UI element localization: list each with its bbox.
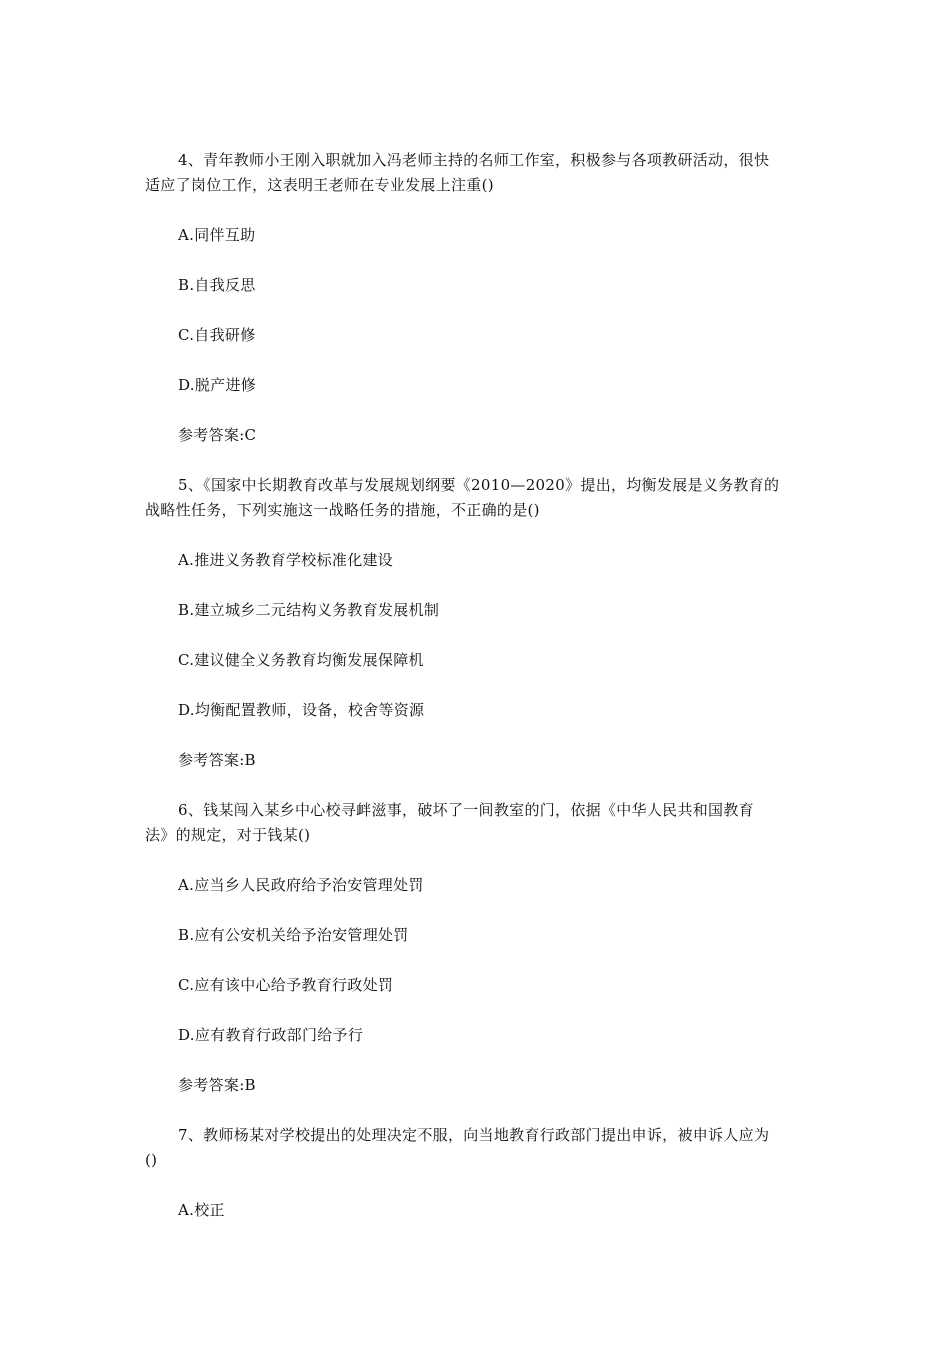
question-6-option-c: C.应有该中心给予教育行政处罚 — [178, 976, 394, 994]
question-4-option-b: B.自我反思 — [178, 276, 256, 294]
question-6-answer: 参考答案:B — [178, 1076, 256, 1094]
question-6-stem-line-1: 6、钱某闯入某乡中心校寻衅滋事，破坏了一间教室的门，依据《中华人民共和国教育 — [178, 801, 754, 819]
question-4-stem-line-1: 4、青年教师小王刚入职就加入冯老师主持的名师工作室，积极参与各项教研活动，很快 — [178, 151, 770, 169]
question-5-stem-line-2: 战略性任务，下列实施这一战略任务的措施，不正确的是() — [145, 501, 540, 519]
question-6-option-b: B.应有公安机关给予治安管理处罚 — [178, 926, 409, 944]
question-6-option-a: A.应当乡人民政府给予治安管理处罚 — [178, 876, 424, 894]
question-5-option-c: C.建议健全义务教育均衡发展保障机 — [178, 651, 424, 669]
question-5-stem-line-1: 5、《国家中长期教育改革与发展规划纲要《2010—2020》提出，均衡发展是义务教育的 — [178, 476, 780, 494]
question-7-option-a: A.校正 — [178, 1201, 225, 1219]
question-6-option-d: D.应有教育行政部门给予行 — [178, 1026, 364, 1044]
question-5-option-b: B.建立城乡二元结构义务教育发展机制 — [178, 601, 440, 619]
question-5-option-d: D.均衡配置教师，设备，校舍等资源 — [178, 701, 425, 719]
question-4-stem-line-2: 适应了岗位工作，这表明王老师在专业发展上注重() — [145, 176, 494, 194]
question-5-answer: 参考答案:B — [178, 751, 256, 769]
question-7-stem-line-2: () — [145, 1151, 158, 1169]
question-6-stem-line-2: 法》的规定，对于钱某() — [145, 826, 311, 844]
question-7-stem-line-1: 7、教师杨某对学校提出的处理决定不服，向当地教育行政部门提出申诉，被申诉人应为 — [178, 1126, 770, 1144]
question-4-option-d: D.脱产进修 — [178, 376, 257, 394]
question-4-option-c: C.自我研修 — [178, 326, 256, 344]
question-4-option-a: A.同伴互助 — [178, 226, 256, 244]
question-5-option-a: A.推进义务教育学校标准化建设 — [178, 551, 394, 569]
question-4-answer: 参考答案:C — [178, 426, 257, 444]
